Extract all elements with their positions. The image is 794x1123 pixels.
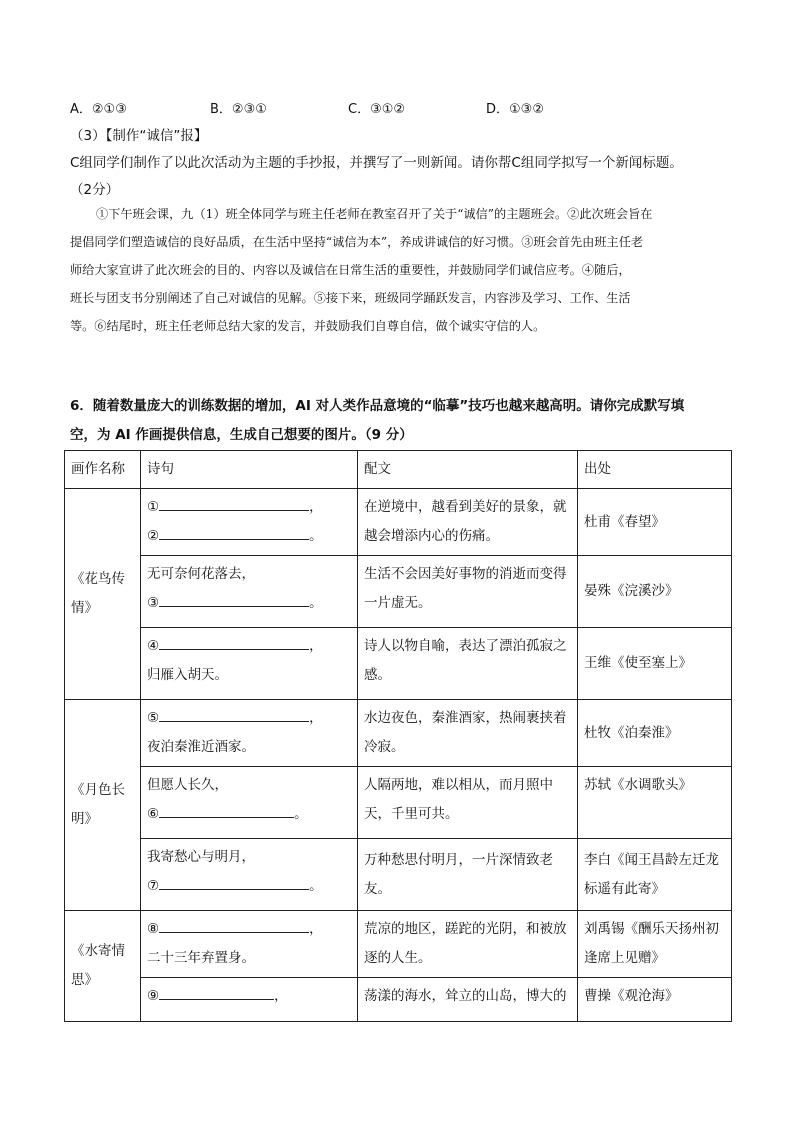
poem-line-label: ⑧: [147, 921, 160, 937]
option-b: B．②③①: [210, 102, 267, 117]
part3-instruction-line2: （2分）: [70, 182, 120, 198]
answer-blank-1[interactable]: [159, 496, 309, 511]
poem-cell: [141, 489, 358, 556]
option-d: D．①③②: [486, 102, 544, 117]
caption-cell: 诗人以物自喻，表达了漂泊孤寂之感。: [358, 628, 578, 700]
question-6: [70, 392, 730, 450]
poem-line-label: ⑥: [147, 806, 160, 822]
painting-title: 《花鸟传情》: [65, 489, 141, 700]
answer-blank-9[interactable]: [159, 985, 274, 1000]
header-painting-name: 画作名称: [65, 451, 141, 489]
poem-cell: [141, 839, 358, 911]
poem-cell: [141, 911, 358, 978]
caption-cell: 万种愁思付明月，一片深情致老友。: [358, 839, 578, 911]
table-row: [65, 489, 732, 556]
news-line: ①下午班会课，九（1）班全体同学与班主任老师在教室召开了关于“诚信”的主题班会。②此次班会旨在: [96, 207, 653, 221]
source-cell: 王维《使至塞上》: [578, 628, 732, 700]
part3-heading: （3）【制作“诚信”报】: [70, 128, 208, 144]
poem-cell: [141, 556, 358, 628]
poem-line-punct: 。: [309, 878, 323, 894]
poem-line-text: 我寄愁心与明月，: [147, 849, 255, 865]
question-6-line1: 6．随着数量庞大的训练数据的增加，AI 对人类作品意境的“临摹”技巧也越来越高明。请你完成默写填: [70, 398, 685, 414]
header-caption: 配文: [358, 451, 578, 489]
answer-blank-2[interactable]: [159, 525, 309, 540]
poem-line-label: ⑤: [147, 710, 160, 726]
poem-cell: [141, 978, 358, 1022]
answer-blank-3[interactable]: [159, 592, 309, 607]
header-source: 出处: [578, 451, 732, 489]
poem-line-punct: ，: [309, 499, 323, 515]
news-line: 等。⑥结尾时，班主任老师总结大家的发言，并鼓励我们自尊自信，做个诚实守信的人。: [70, 319, 546, 333]
poem-line-label: ④: [147, 638, 160, 654]
poem-line-label: ③: [147, 595, 160, 611]
poem-cell: [141, 767, 358, 839]
poem-cell: [141, 700, 358, 767]
poem-line-label: ⑦: [147, 878, 160, 894]
news-line: 班长与团支书分别阐述了自己对诚信的见解。⑤接下来，班级同学踊跃发言，内容涉及学习、工作、生活: [70, 291, 631, 305]
answer-blank-5[interactable]: [159, 707, 309, 722]
poem-line-text: 归雁入胡天。: [147, 667, 228, 683]
poem-line-text: 二十三年弃置身。: [147, 950, 255, 966]
table-row: [65, 911, 732, 978]
header-poem: 诗句: [141, 451, 358, 489]
table-row: [65, 978, 732, 1022]
caption-cell: 荡漾的海水，耸立的山岛，博大的: [358, 978, 578, 1022]
source-cell: 苏轼《水调歌头》: [578, 767, 732, 839]
poem-line-label: ①: [147, 499, 160, 515]
caption-cell: 水边夜色，秦淮酒家，热闹裹挟着冷寂。: [358, 700, 578, 767]
answer-blank-4[interactable]: [159, 635, 309, 650]
table-row: [65, 700, 732, 767]
poem-line-label: ⑨: [147, 988, 160, 1004]
table-header-row: [65, 451, 732, 489]
answer-blank-6[interactable]: [159, 803, 294, 818]
caption-cell: 在逆境中，越看到美好的景象，就越会增添内心的伤痛。: [358, 489, 578, 556]
caption-cell: 荒凉的地区，蹉跎的光阴，和被放逐的人生。: [358, 911, 578, 978]
poem-line-punct: 。: [309, 595, 323, 611]
news-line: 师给大家宣讲了此次班会的目的、内容以及诚信在日常生活的重要性，并鼓励同学们诚信应考。④随后，: [70, 263, 631, 277]
poem-line-text: 夜泊秦淮近酒家。: [147, 739, 255, 755]
news-paragraph: [70, 200, 730, 340]
source-cell: 杜牧《泊秦淮》: [578, 700, 732, 767]
poem-line-punct: ，: [274, 988, 288, 1004]
source-cell: 李白《闻王昌龄左迁龙标遥有此寄》: [578, 839, 732, 911]
answer-blank-7[interactable]: [159, 875, 309, 890]
poem-line-label: ②: [147, 528, 160, 544]
question-6-line2: 空，为 AI 作画提供信息，生成自己想要的图片。（9 分）: [70, 427, 413, 443]
table-row: [65, 767, 732, 839]
painting-title: 《月色长明》: [65, 700, 141, 911]
poem-line-punct: 。: [309, 528, 323, 544]
poem-table: [64, 450, 732, 1022]
source-cell: 晏殊《浣溪沙》: [578, 556, 732, 628]
option-c: C．③①②: [348, 102, 406, 117]
poem-line-text: 但愿人长久，: [147, 777, 228, 793]
option-a: A．②①③: [70, 102, 127, 117]
source-cell: 杜甫《春望》: [578, 489, 732, 556]
answer-blank-8[interactable]: [159, 918, 309, 933]
poem-cell: [141, 628, 358, 700]
poem-line-text: 无可奈何花落去，: [147, 566, 255, 582]
caption-cell: 生活不会因美好事物的消逝而变得一片虚无。: [358, 556, 578, 628]
news-line: 提倡同学们塑造诚信的良好品质，在生活中坚持“诚信为本”，养成讲诚信的好习惯。③班会首先由班主任老: [70, 235, 644, 249]
poem-line-punct: ，: [309, 921, 323, 937]
source-cell: 曹操《观沧海》: [578, 978, 732, 1022]
poem-line-punct: 。: [294, 806, 308, 822]
poem-line-punct: ，: [309, 638, 323, 654]
part3-instruction-line1: C组同学们制作了以此次活动为主题的手抄报，并撰写了一则新闻。请你帮C组同学拟写一个新闻标题。: [70, 155, 683, 171]
caption-cell: 人隔两地，难以相从，而月照中天，千里可共。: [358, 767, 578, 839]
table-row: [65, 556, 732, 628]
table-row: [65, 839, 732, 911]
painting-title: 《水寄情思》: [65, 911, 141, 1022]
poem-line-punct: ，: [309, 710, 323, 726]
source-cell: 刘禹锡《酬乐天扬州初逢席上见赠》: [578, 911, 732, 978]
table-row: [65, 628, 732, 700]
